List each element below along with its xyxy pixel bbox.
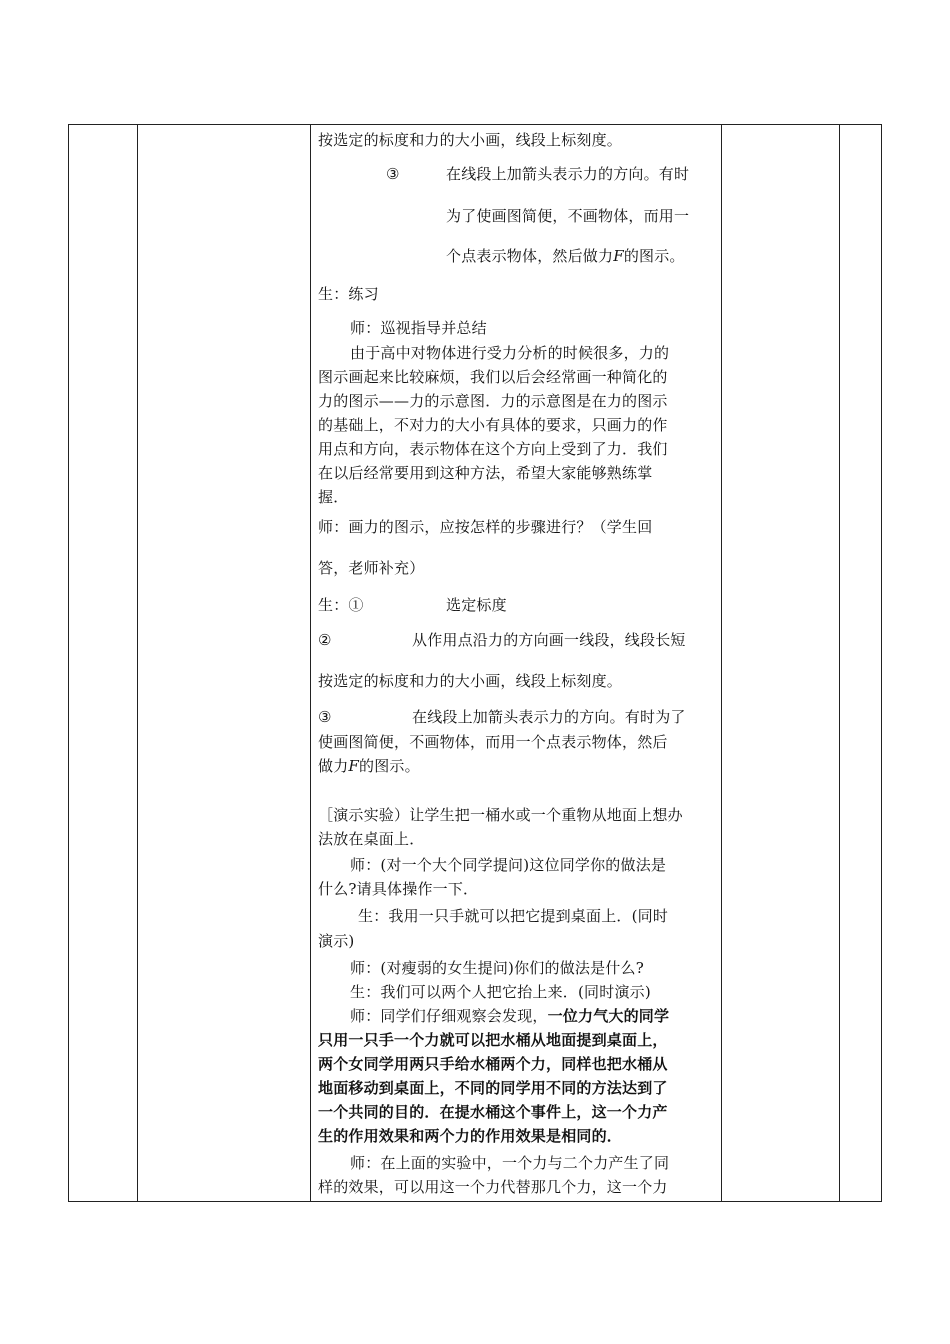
answer-text: 在线段上加箭头表示力的方向。有时为了	[412, 708, 686, 726]
text-span: 的图示。	[359, 757, 420, 775]
content-cell	[310, 125, 721, 1201]
student-line: 生：练习	[318, 285, 379, 303]
emphasis-text: 生的作用效果和两个力的作用效果是相同的．	[318, 1127, 623, 1145]
text-span: 做力	[318, 757, 349, 775]
step-marker: ③	[318, 708, 332, 726]
text-line: 按选定的标度和力的大小画，线段上标刻度。	[318, 672, 623, 690]
text-line: 力的图示——力的示意图．力的示意图是在力的图示	[318, 392, 668, 410]
text-line: 法放在桌面上．	[318, 830, 425, 848]
force-symbol: F	[348, 757, 360, 775]
text-line	[446, 245, 716, 267]
column-divider	[137, 125, 138, 1201]
teacher-line: 师：在上面的实验中，一个力与二个力产生了同	[350, 1154, 670, 1172]
column-divider	[839, 125, 840, 1201]
teacher-question: 师：画力的图示，应按怎样的步骤进行？（学生回	[318, 518, 653, 536]
text-line: 使画图简便，不画物体，而用一个点表示物体，然后	[318, 733, 668, 751]
teacher-line: 师：(对一个大个同学提问)这位同学你的做法是	[350, 856, 667, 874]
force-symbol: F	[613, 247, 624, 265]
answer-prefix: 生：①	[318, 596, 364, 614]
emphasis-text: 只用一只手一个力就可以把水桶从地面提到桌面上，	[318, 1031, 668, 1049]
step-text: 在线段上加箭头表示力的方向。有时	[446, 165, 690, 183]
text-line: 答，老师补充）	[318, 559, 425, 577]
text-line: 的基础上，不对力的大小有具体的要求，只画力的作	[318, 416, 668, 434]
student-line: 生：我用一只手就可以把它提到桌面上．(同时	[358, 907, 669, 925]
step-marker: ②	[318, 631, 332, 649]
emphasis-text: 两个女同学用两只手给水桶两个力，同样也把水桶从	[318, 1055, 668, 1073]
text-line: 图示画起来比较麻烦，我们以后会经常画一种简化的	[318, 368, 668, 386]
text-line: 按选定的标度和力的大小画，线段上标刻度。	[318, 131, 623, 149]
text-span: 师：同学们仔细观察会发现，	[350, 1007, 548, 1025]
text-line: 在以后经常要用到这种方法，希望大家能够熟练掌	[318, 464, 653, 482]
text-line: 演示)	[318, 932, 355, 950]
text-line: 由于高中对物体进行受力分析的时候很多，力的	[350, 344, 670, 362]
answer-text: 选定标度	[446, 596, 507, 614]
step-marker: ③	[386, 165, 400, 183]
text-span: 个点表示物体，然后做力	[446, 247, 614, 265]
emphasis-line	[318, 1053, 716, 1075]
teacher-line: 师：(对瘦弱的女生提问)你们的做法是什么?	[350, 959, 644, 977]
column-divider	[721, 125, 722, 1201]
emphasis-line	[318, 1125, 716, 1147]
demo-line: ［演示实验）让学生把一桶水或一个重物从地面上想办	[318, 806, 683, 824]
text-line: 用点和方向，表示物体在这个方向上受到了力．我们	[318, 440, 668, 458]
text-line	[318, 755, 716, 777]
teacher-line	[350, 1005, 716, 1027]
emphasis-line	[318, 1029, 716, 1051]
emphasis-text: 一个共同的目的．在提水桶这个事件上，这一个力产	[318, 1103, 668, 1121]
student-line: 生：我们可以两个人把它抬上来．(同时演示)	[350, 983, 651, 1001]
teacher-line: 师：巡视指导并总结	[350, 319, 487, 337]
emphasis-text: 地面移动到桌面上，不同的同学用不同的方法达到了	[318, 1079, 668, 1097]
emphasis-line	[318, 1077, 716, 1099]
text-span: 的图示。	[623, 247, 685, 265]
lesson-table	[68, 124, 882, 1202]
text-line: 样的效果，可以用这一个力代替那几个力，这一个力	[318, 1178, 668, 1196]
text-line: 什么?请具体操作一下．	[318, 880, 479, 898]
emphasis-text: 一位力气大的同学	[547, 1007, 670, 1025]
text-line: 为了使画图简便，不画物体，而用一	[446, 207, 690, 225]
emphasis-line	[318, 1101, 716, 1123]
text-line: 握．	[318, 488, 349, 506]
answer-text: 从作用点沿力的方向画一线段，线段长短	[412, 631, 686, 649]
